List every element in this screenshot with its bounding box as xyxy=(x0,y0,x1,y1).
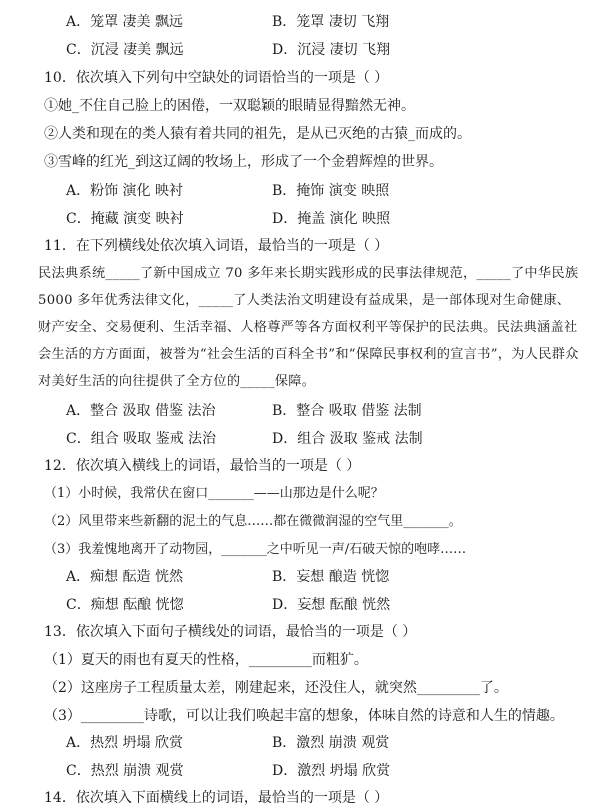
question-10-sentence-3: ③雪峰的红光_到这辽阔的牧场上，形成了一个金碧辉煌的世界。 xyxy=(44,154,443,170)
question-11-option-b[interactable]: B．整合 吸取 借鉴 法制 xyxy=(272,403,422,419)
question-13-sentence-3: （3）_________诗歌，可以让我们唤起丰富的想象，体味自然的诗意和人生的情趣。 xyxy=(44,708,564,724)
question-10-option-b[interactable]: B．掩饰 演变 映照 xyxy=(272,183,390,199)
option-b[interactable]: B．笼罩 凄切 飞翔 xyxy=(272,14,390,30)
question-12-option-d[interactable]: D．妄想 酝酿 恍然 xyxy=(272,597,391,613)
question-12-stem: 12．依次填入横线上的词语，最恰当的一项是（ ） xyxy=(44,458,361,474)
question-12-sentence-1: （1）小时候，我常伏在窗口_______——山那边是什么呢？ xyxy=(44,486,384,501)
question-10-option-a[interactable]: A．粉饰 演化 映衬 xyxy=(66,183,184,199)
question-13-option-c[interactable]: C．热烈 崩溃 观赏 xyxy=(66,763,184,779)
question-10-sentence-1: ①她_不住自己脸上的困倦，一双聪颖的眼睛显得黯然无神。 xyxy=(44,98,415,114)
question-11-passage: 民法典系统_____了新中国成立 70 多年来长期实践形成的民事法律规范，_____了中华民族 5000 多年优秀法律文化，_____了人类法治文明建设有益成果，是一部体现对生命健康、财产安全、交易便利、生活幸福、人格尊严等各方面权利平等保护的民法典。民法典涵盖社会生活的方方面面，被誉为“社会生活的百科全书”和“保障民事权利的宣言书”，为人民群众对美好生活的向往提供了全方位的_____保障。 xyxy=(38,266,579,389)
option-a[interactable]: A．笼罩 凄美 飘远 xyxy=(66,14,184,30)
question-13-sentence-2: （2）这座房子工程质量太差，刚建起来，还没住人，就突然_________了。 xyxy=(44,680,508,696)
question-11-option-a[interactable]: A．整合 汲取 借鉴 法治 xyxy=(66,403,216,419)
question-11-option-c[interactable]: C．组合 吸取 鉴戒 法治 xyxy=(66,431,217,447)
question-11-option-d[interactable]: D．组合 汲取 鉴戒 法制 xyxy=(272,431,423,447)
question-13-option-d[interactable]: D．激烈 坍塌 欣赏 xyxy=(272,763,391,779)
question-10-option-d[interactable]: D．掩盖 演化 映照 xyxy=(272,211,391,227)
question-13-option-b[interactable]: B．激烈 崩溃 观赏 xyxy=(272,735,390,751)
question-10-sentence-2: ②人类和现在的类人猿有着共同的祖先，是从已灭绝的古猿_而成的。 xyxy=(44,126,471,142)
question-14-stem: 14．依次填入下面横线上的词语，最恰当的一项是（ ） xyxy=(44,790,389,806)
question-12-option-a[interactable]: A．痴想 酝造 恍然 xyxy=(66,569,184,585)
question-12-option-c[interactable]: C．痴想 酝酿 恍惚 xyxy=(66,597,184,613)
question-13-stem: 13．依次填入下面句子横线处的词语，最恰当的一项是（ ） xyxy=(44,624,417,640)
question-13-sentence-1: （1）夏天的雨也有夏天的性格，_________而粗犷。 xyxy=(44,652,368,668)
question-13-option-a[interactable]: A．热烈 坍塌 欣赏 xyxy=(66,735,184,751)
question-12-sentence-2: （2）风里带来些新翻的泥土的气息……都在微微润湿的空气里_______。 xyxy=(44,514,462,529)
question-10-option-c[interactable]: C．掩藏 演变 映衬 xyxy=(66,211,184,227)
question-12-option-b[interactable]: B．妄想 酿造 恍惚 xyxy=(272,569,390,585)
question-12-sentence-3: （3）我羞愧地离开了动物园，_______之中听见一声/石破天惊的咆哮…… xyxy=(44,542,467,557)
question-10-stem: 10．依次填入下列句中空缺处的词语恰当的一项是（ ） xyxy=(44,70,389,86)
option-d[interactable]: D．沉浸 凄切 飞翔 xyxy=(272,42,391,58)
question-11-stem: 11．在下列横线处依次填入词语，最恰当的一项是（ ） xyxy=(44,238,389,254)
option-c[interactable]: C．沉浸 凄美 飘远 xyxy=(66,42,184,58)
